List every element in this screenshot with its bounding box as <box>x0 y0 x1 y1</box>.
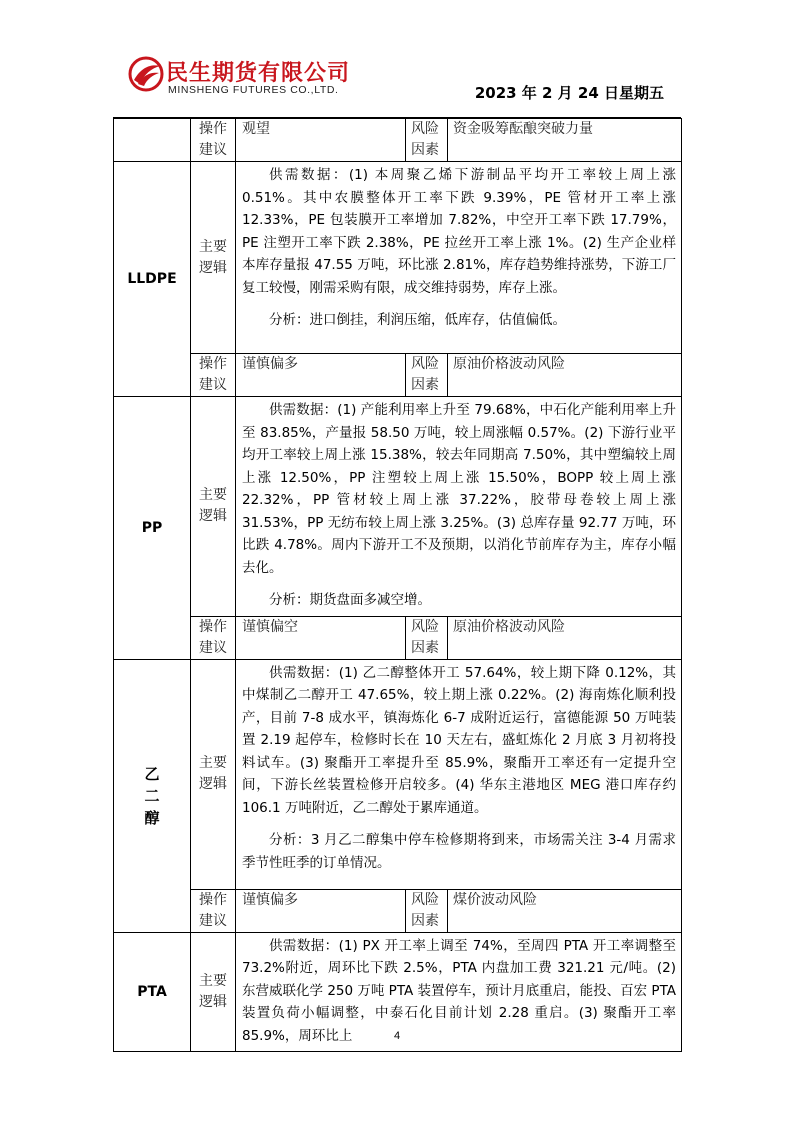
commodity-name-char: 乙 <box>144 764 160 783</box>
operation-value: 谨慎偏多 <box>236 354 406 397</box>
logo-chinese-name: 民生期货有限公司 <box>166 61 351 86</box>
logic-label: 主要 逻辑 <box>191 162 236 354</box>
commodity-name-char: 醇 <box>144 808 160 827</box>
risk-value: 煤价波动风险 <box>448 889 682 932</box>
page-number: 4 <box>393 1030 401 1042</box>
table-row <box>114 889 682 932</box>
commodity-name-lldpe: LLDPE <box>114 162 191 397</box>
report-date: 2023 年 2 月 24 日星期五 <box>474 84 664 102</box>
commodity-name-meg-text <box>114 763 190 829</box>
operation-label: 操作 建议 <box>191 354 236 397</box>
risk-value: 原油价格波动风险 <box>448 354 682 397</box>
table-row <box>114 616 682 659</box>
name-cell-empty <box>114 119 191 162</box>
commodity-name-pp: PP <box>114 397 191 660</box>
operation-value: 谨慎偏多 <box>236 889 406 932</box>
logic-content <box>236 397 682 617</box>
company-logo <box>128 54 368 100</box>
logic-label: 主要 逻辑 <box>191 397 236 617</box>
operation-label: 操作 建议 <box>191 616 236 659</box>
logic-content <box>236 659 682 889</box>
operation-value: 谨慎偏空 <box>236 616 406 659</box>
risk-value: 原油价格波动风险 <box>448 616 682 659</box>
risk-label: 风险 因素 <box>406 119 448 162</box>
commodity-name-char: 二 <box>144 786 160 805</box>
commodity-table <box>113 118 682 1052</box>
risk-label: 风险 因素 <box>406 616 448 659</box>
supply-demand-text: 供需数据：(1) 产能利用率上升至 79.68%，中石化产能利用率上升至 83.85%，产量报 58.50 万吨，较上周涨幅 0.57%。(2) 下游行业平均开工率较上周上涨 15.38%，较去年同期高 7.50%，其中塑编较上周上涨 12.50%，PP 注塑较上周上涨 15.50%，BOPP 较上周上涨 22.32%，PP 管材较上周上涨 37.22%，胶带母卷较上周上涨 31.53%，PP 无纺布较上周上涨 3.25%。(3) 总库存量 92.77 万吨，环比跌 4.78%。周内下游开工不及预期，以消化节前库存为主，库存小幅去化。 <box>242 402 676 576</box>
logic-content <box>236 162 682 354</box>
risk-label: 风险 因素 <box>406 889 448 932</box>
analysis-text: 分析：进口倒挂，利润压缩，低库存，估值偏低。 <box>269 312 566 328</box>
operation-label: 操作 建议 <box>191 119 236 162</box>
table-row <box>114 397 682 617</box>
logo-english-name: MINSHENG FUTURES CO.,LTD. <box>168 84 339 96</box>
table-row <box>114 659 682 889</box>
logic-label: 主要 逻辑 <box>191 932 236 1052</box>
supply-demand-text: 供需数据：(1) 本周聚乙烯下游制品平均开工率较上周上涨 0.51%。其中农膜整体开工率下跌 9.39%，PE 管材开工率上涨 12.33%，PE 包装膜开工率增加 7.82%，中空开工率下跌 17.79%，PE 注塑开工率下跌 2.38%，PE 拉丝开工率上涨 1%。(2) 生产企业样本库存量报 47.55 万吨，环比涨 2.81%，库存趋势维持涨势，下游工厂复工较慢，刚需采购有限，成交维持弱势，库存上涨。 <box>242 167 676 296</box>
supply-demand-text: 供需数据：(1) PX 开工率上调至 74%，至周四 PTA 开工率调整至 73.2%附近，周环比下跌 2.5%，PTA 内盘加工费 321.21 元/吨。(2) 东营威联化学 250 万吨 PTA 装置停车，预计月底重启，能投、百宏 PTA 装置负荷小幅调整，中泰石化目前计划 2.28 重启。(3) 聚酯开工率 85.9%，周环比上 <box>242 937 676 1044</box>
operation-label: 操作 建议 <box>191 889 236 932</box>
analysis-text: 分析：期货盘面多减空增。 <box>269 592 431 608</box>
commodity-name-pta: PTA <box>114 932 191 1052</box>
table-row <box>114 162 682 354</box>
commodity-name-meg <box>114 659 191 932</box>
table-row <box>114 119 682 162</box>
risk-label: 风险 因素 <box>406 354 448 397</box>
operation-value: 观望 <box>236 119 406 162</box>
minsheng-logo-icon <box>128 56 164 92</box>
risk-value: 资金吸筹酝酿突破力量 <box>448 119 682 162</box>
analysis-text: 分析：3 月乙二醇集中停车检修期将到来，市场需关注 3-4 月需求季节性旺季的订单情况。 <box>242 832 676 871</box>
supply-demand-text: 供需数据：(1) 乙二醇整体开工 57.64%，较上期下降 0.12%，其中煤制乙二醇开工 47.65%，较上期上涨 0.22%。(2) 海南炼化顺利投产，目前 7-8 成水平，镇海炼化 6-7 成附近运行，富德能源 50 万吨装置 2.19 起停车，检修时长在 10 天左右，盛虹炼化 2 月底 3 月初将投料试车。(3) 聚酯开工率提升至 85.9%，聚酯开工率还有一定提升空间，下游长丝装置检修开启较多。(4) 华东主港地区 MEG 港口库存约 106.1 万吨附近，乙二醇处于累库通道。 <box>242 664 676 816</box>
logic-label: 主要 逻辑 <box>191 659 236 889</box>
table-row <box>114 354 682 397</box>
